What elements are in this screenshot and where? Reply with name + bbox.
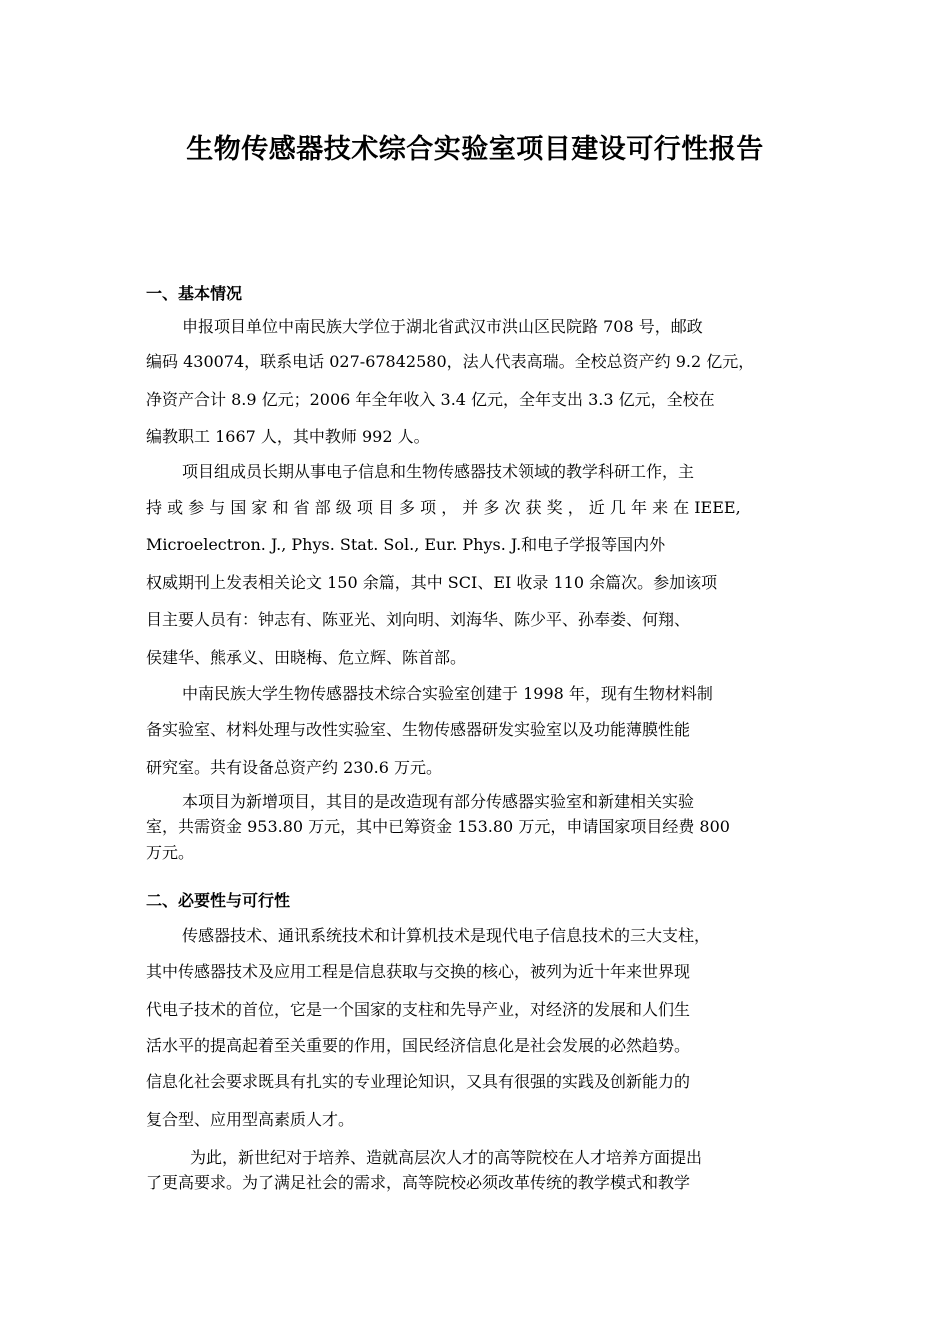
paragraph-line: 侯建华、熊承义、田晓梅、危立辉、陈首部。 [146,648,467,667]
paragraph-line: 编教职工 1667 人，其中教师 992 人。 [146,427,430,446]
section-heading-necessity: 二、必要性与可行性 [146,891,291,910]
paragraph-line: 其中传感器技术及应用工程是信息获取与交换的核心，被列为近十年来世界现 [146,962,691,981]
paragraph-line: 项目组成员长期从事电子信息和生物传感器技术领域的教学科研工作，主 [182,462,695,481]
paragraph-line: 活水平的提高起着至关重要的作用，国民经济信息化是社会发展的必然趋势。 [146,1036,691,1055]
paragraph-line: 编码 430074，联系电话 027-67842580，法人代表高瑞。全校总资产约 9.2 亿元， [146,352,755,371]
paragraph-line: 持 或 参 与 国 家 和 省 部 级 项 目 多 项 ， 并 多 次 获 奖 ， 近 几 年 来 在 IEEE, [146,498,741,517]
paragraph-line: 了更高要求。为了满足社会的需求，高等院校必须改革传统的教学模式和教学 [146,1173,691,1192]
paragraph-line: 万元。 [146,843,195,862]
paragraph-line: 研究室。共有设备总资产约 230.6 万元。 [146,758,442,777]
paragraph-line: 中南民族大学生物传感器技术综合实验室创建于 1998 年，现有生物材料制 [182,684,713,703]
paragraph-line: 申报项目单位中南民族大学位于湖北省武汉市洪山区民院路 708 号，邮政 [182,317,703,336]
paragraph-line: Microelectron. J., Phys. Stat. Sol., Eur. Phys. J.和电子学报等国内外 [146,535,666,554]
paragraph-line: 权威期刊上发表相关论文 150 余篇，其中 SCI、EI 收录 110 余篇次。参加该项 [146,573,718,592]
paragraph-line: 信息化社会要求既具有扎实的专业理论知识，又具有很强的实践及创新能力的 [146,1072,691,1091]
paragraph-line: 复合型、应用型高素质人才。 [146,1110,355,1129]
paragraph-line: 本项目为新增项目，其目的是改造现有部分传感器实验室和新建相关实验 [182,792,695,811]
paragraph-line: 净资产合计 8.9 亿元；2006 年全年收入 3.4 亿元，全年支出 3.3 亿元，全校在 [146,390,715,409]
paragraph-line: 传感器技术、通讯系统技术和计算机技术是现代电子信息技术的三大支柱， [182,926,711,945]
document-title: 生物传感器技术综合实验室项目建设可行性报告 [186,134,764,165]
paragraph-line: 代电子技术的首位，它是一个国家的支柱和先导产业，对经济的发展和人们生 [146,1000,691,1019]
paragraph-line: 备实验室、材料处理与改性实验室、生物传感器研发实验室以及功能薄膜性能 [146,720,691,739]
paragraph-line: 为此，新世纪对于培养、造就高层次人才的高等院校在人才培养方面提出 [190,1148,703,1167]
paragraph-line: 室，共需资金 953.80 万元，其中已筹资金 153.80 万元，申请国家项目经费 800 [146,817,730,836]
paragraph-line: 目主要人员有：钟志有、陈亚光、刘向明、刘海华、陈少平、孙奉娄、何翔、 [146,610,691,629]
section-heading-basic-info: 一、基本情况 [146,284,243,303]
